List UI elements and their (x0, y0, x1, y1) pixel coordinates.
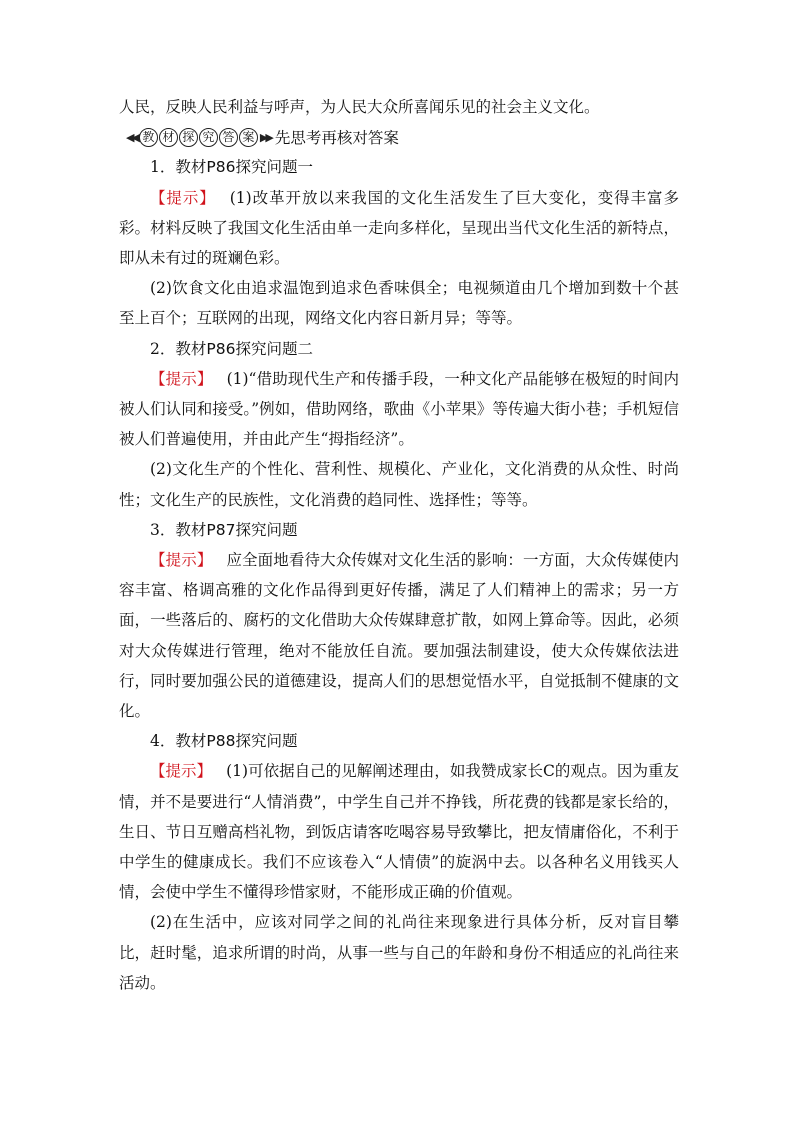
question-title: 教材P87探究问题 (175, 520, 298, 539)
question-heading-3 (119, 515, 679, 545)
answer-paragraph: (2)在生活中，应该对同学之间的礼尚往来现象进行具体分析，反对盲目攀比，赶时髦，追求所谓的时尚，从事一些与自己的年龄和身份不相适应的礼尚往来活动。 (119, 913, 679, 992)
answer-text: 应全面地看待大众传媒对文化生活的影响：一方面，大众传媒使内容丰富、格调高雅的文化作品得到更好传播，满足了人们精神上的需求；另一方面，一些落后的、腐朽的文化借助大众传媒肆意扩散，如网上算命等。因此，必须对大众传媒进行管理，绝对不能放任自流。要加强法制建设，使大众传媒依法进行，同时要加强公民的道德建设，提高人们的思想觉悟水平，自觉抵制不健康的文化。 (119, 551, 679, 721)
question-title: 教材P86探究问题一 (175, 158, 313, 177)
question-heading-4 (119, 726, 679, 756)
banner-char: 材 (159, 128, 178, 147)
question-title: 教材P88探究问题 (175, 732, 298, 751)
answer-paragraph: (2)文化生产的个性化、营利性、规模化、产业化，文化消费的从众性、时尚性；文化生产的民族性，文化消费的趋同性、选择性；等等。 (119, 460, 679, 509)
banner-title-box (139, 128, 258, 147)
answer-text: (1)改革开放以来我国的文化生活发生了巨大变化，变得丰富多彩。材料反映了我国文化生活由单一走向多样化，呈现出当代文化生活的新特点，即从未有过的斑斓色彩。 (119, 188, 679, 267)
answer-paragraph (119, 545, 679, 726)
question-number: 3． (150, 520, 176, 539)
question-heading-2 (119, 334, 679, 364)
tip-label: 【提示】 (150, 762, 213, 781)
answer-paragraph (119, 183, 679, 274)
question-number: 2． (150, 339, 176, 358)
tip-label: 【提示】 (150, 188, 216, 207)
answer-paragraph: (2)饮食文化由追求温饱到追求色香味俱全；电视频道由几个增加到数十个甚至上百个；互联网的出现，网络文化内容日新月异；等等。 (119, 279, 679, 328)
arrow-left-icon: ◀◀ (126, 130, 137, 144)
banner-text: 先思考再核对答案 (274, 129, 399, 148)
banner-char: 教 (139, 128, 158, 147)
banner-char: 究 (199, 128, 218, 147)
intro-line: 人民，反映人民利益与呼声，为人民大众所喜闻乐见的社会主义文化。 (119, 98, 600, 116)
banner-char: 探 (179, 128, 198, 147)
banner-char: 案 (239, 128, 258, 147)
answer-paragraph (119, 364, 679, 455)
answer-banner (119, 122, 679, 152)
question-number: 1． (150, 158, 176, 177)
answer-text: (1)“借助现代生产和传播手段，一种文化产品能够在极短的时间内被人们认同和接受。”例如，借助网络，歌曲《小苹果》等传遍大街小巷；手机短信被人们普遍使用，并由此产生“拇指经济”。 (119, 369, 679, 449)
question-title: 教材P86探究问题二 (175, 339, 313, 358)
document-page (119, 92, 679, 998)
question-number: 4． (150, 732, 176, 751)
question-heading-1 (119, 152, 679, 182)
banner-char: 答 (219, 128, 238, 147)
answer-paragraph (119, 756, 679, 907)
arrow-right-icon: ▶▶ (259, 130, 271, 144)
answer-text: (1)可依据自己的见解阐述理由，如我赞成家长C的观点。因为重友情，并不是要进行“人情消费”，中学生自己并不挣钱，所花费的钱都是家长给的，生日、节日互赠高档礼物，到饭店请客吃喝容易导致攀比，把友情庸俗化，不利于中学生的健康成长。我们不应该卷入“人情债”的旋涡中去。以各种名义用钱买人情，会使中学生不懂得珍惜家财，不能形成正确的价值观。 (119, 762, 679, 902)
tip-label: 【提示】 (150, 369, 213, 388)
tip-label: 【提示】 (150, 551, 213, 570)
